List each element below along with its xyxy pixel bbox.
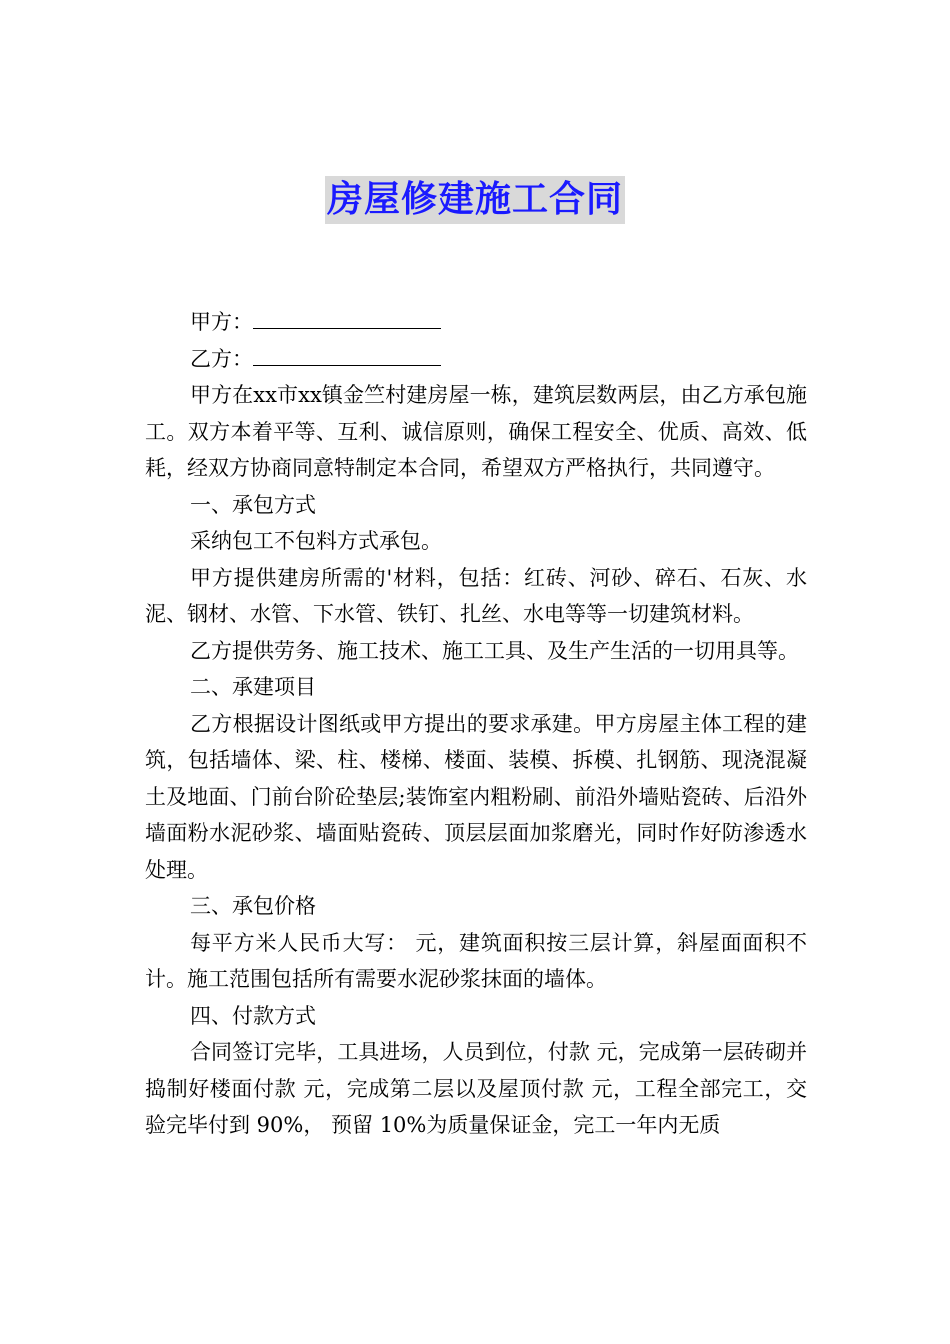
party-a-blank: [253, 310, 441, 329]
intro-paragraph: 甲方在xx市xx镇金竺村建房屋一栋，建筑层数两层，由乙方承包施工。双方本着平等、互利、诚信原则，确保工程安全、优质、高效、低耗，经双方协商同意特制定本合同，希望双方严格执行，共同遵守。: [145, 383, 807, 480]
document-body: [145, 304, 807, 1144]
section-heading-2: 二、承建项目: [190, 675, 316, 699]
paragraph: 合同签订完毕，工具进场，人员到位，付款 元，完成第一层砖砌并捣制好楼面付款 元，完成第二层以及屋顶付款 元，工程全部完工，交验完毕付到 90%， 预留 10%为质量保证金，完工一年内无质: [145, 1040, 807, 1137]
party-b-blank: [253, 347, 441, 366]
party-b-label: 乙方：: [190, 346, 253, 371]
paragraph: 乙方提供劳务、施工技术、施工工具、及生产生活的一切用具等。: [190, 638, 799, 663]
party-a-label: 甲方：: [190, 310, 253, 334]
section-heading-3: 三、承包价格: [190, 894, 316, 918]
party-b-line: [145, 341, 807, 378]
paragraph: 每平方米人民币大写： 元，建筑面积按三层计算，斜屋面面积不计。施工范围包括所有需要水泥砂浆抹面的墙体。: [145, 930, 807, 991]
paragraph: 采纳包工不包料方式承包。: [190, 529, 442, 553]
party-a-line: [145, 304, 807, 341]
document-title: 房屋修建施工合同: [325, 176, 625, 224]
paragraph: 甲方提供建房所需的'材料，包括：红砖、河砂、碎石、石灰、水泥、钢材、水管、下水管、铁钉、扎丝、水电等等一切建筑材料。: [145, 565, 807, 626]
paragraph: 乙方根据设计图纸或甲方提出的要求承建。甲方房屋主体工程的建筑，包括墙体、梁、柱、楼梯、楼面、装模、拆模、扎钢筋、现浇混凝土及地面、门前台阶砼垫层;装饰室内粗粉刷、前沿外墙贴瓷砖、后沿外墙面粉水泥砂浆、墙面贴瓷砖、顶层层面加浆磨光，同时作好防渗透水处理。: [145, 711, 807, 882]
title-container: [0, 176, 950, 224]
section-heading-1: 一、承包方式: [190, 492, 316, 517]
section-heading-4: 四、付款方式: [190, 1003, 316, 1028]
